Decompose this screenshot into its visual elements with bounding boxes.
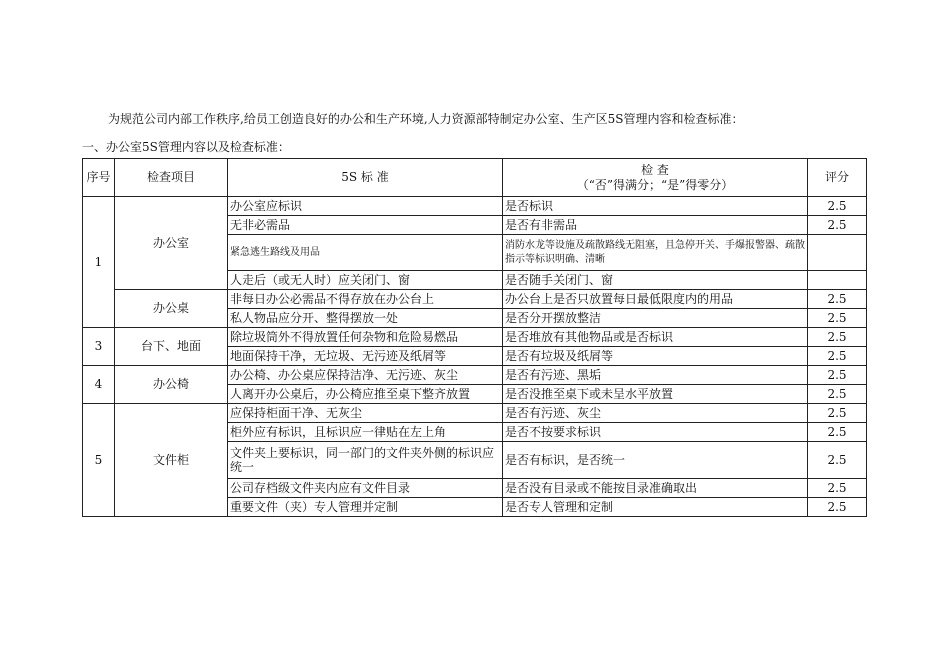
standard-cell: 重要文件（夹）专人管理并定制 — [228, 498, 503, 517]
check-cell: 办公台上是否只放置每日最低限度内的用品 — [503, 290, 808, 309]
standard-cell: 公司存档级文件夹内应有文件目录 — [228, 479, 503, 498]
check-cell: 是否有非需品 — [503, 216, 808, 235]
score-cell: 2.5 — [808, 290, 867, 309]
check-cell: 是否专人管理和定制 — [503, 498, 808, 517]
check-cell: 是否有垃圾及纸屑等 — [503, 347, 808, 366]
score-cell: 2.5 — [808, 385, 867, 404]
standard-cell: 应保持柜面干净、无灰尘 — [228, 404, 503, 423]
check-item: 办公椅 — [115, 366, 228, 404]
standard-cell: 无非必需品 — [228, 216, 503, 235]
row-number: 1 — [83, 197, 115, 328]
table-row — [83, 404, 867, 423]
check-item: 办公室 — [115, 197, 228, 290]
table-row — [83, 366, 867, 385]
score-cell — [808, 271, 867, 290]
check-cell: 是否标识 — [503, 197, 808, 216]
check-cell: 是否有污迹、灰尘 — [503, 404, 808, 423]
header-check — [503, 159, 808, 197]
header-check-note: （“否”得满分；“是”得零分） — [576, 177, 734, 192]
score-cell: 2.5 — [808, 347, 867, 366]
check-cell: 是否有标识，是否统一 — [503, 442, 808, 479]
score-cell: 2.5 — [808, 366, 867, 385]
standard-cell: 柜外应有标识，且标识应一律贴在左上角 — [228, 423, 503, 442]
score-cell: 2.5 — [808, 423, 867, 442]
check-cell: 是否没推至桌下或未呈水平放置 — [503, 385, 808, 404]
check-cell: 是否随手关闭门、窗 — [503, 271, 808, 290]
score-cell: 2.5 — [808, 442, 867, 479]
standard-cell: 办公室应标识 — [228, 197, 503, 216]
check-cell: 是否分开摆放整洁 — [503, 309, 808, 328]
check-item: 文件柜 — [115, 404, 228, 517]
row-number: 5 — [83, 404, 115, 517]
row-number: 3 — [83, 328, 115, 366]
table-row — [83, 197, 867, 216]
check-cell: 是否没有目录或不能按目录准确取出 — [503, 479, 808, 498]
standard-cell: 人离开办公桌后，办公椅应推至桌下整齐放置 — [228, 385, 503, 404]
standard-cell: 非每日办公必需品不得存放在办公台上 — [228, 290, 503, 309]
check-cell: 是否堆放有其他物品或是否标识 — [503, 328, 808, 347]
header-check-title: 检 查 — [641, 162, 669, 177]
standard-cell: 文件夹上要标识，同一部门的文件夹外侧的标识应统一 — [228, 442, 503, 479]
score-cell: 2.5 — [808, 328, 867, 347]
score-cell: 2.5 — [808, 216, 867, 235]
standard-cell: 紧急逃生路线及用品 — [228, 235, 503, 271]
table-row — [83, 328, 867, 347]
check-cell: 消防水龙等设施及疏散路线无阻塞，且急停开关、手爆报警器、疏散指示等标识明确、清晰 — [503, 235, 808, 271]
table-row — [83, 290, 867, 309]
score-cell: 2.5 — [808, 309, 867, 328]
section-title: 一、办公室5S管理内容以及检查标准： — [82, 140, 290, 154]
header-item: 检查项目 — [115, 159, 228, 197]
table-header-row — [83, 159, 867, 197]
header-no: 序号 — [83, 159, 115, 197]
intro-paragraph: 为规范公司内部工作秩序,给员工创造良好的办公和生产环境,人力资源部特制定办公室、生产区5S管理内容和检查标准： — [108, 112, 744, 126]
standard-cell: 私人物品应分开、整得摆放一处 — [228, 309, 503, 328]
score-cell: 2.5 — [808, 479, 867, 498]
standard-cell: 地面保持干净，无垃圾、无污迹及纸屑等 — [228, 347, 503, 366]
row-number: 4 — [83, 366, 115, 404]
score-cell: 2.5 — [808, 498, 867, 517]
check-item: 办公桌 — [115, 290, 228, 328]
score-cell: 2.5 — [808, 197, 867, 216]
check-item: 台下、地面 — [115, 328, 228, 366]
check-cell: 是否不按要求标识 — [503, 423, 808, 442]
standard-cell: 人走后（或无人时）应关闭门、窗 — [228, 271, 503, 290]
inspection-table — [82, 158, 867, 517]
score-cell: 2.5 — [808, 404, 867, 423]
check-cell: 是否有污迹、黑垢 — [503, 366, 808, 385]
standard-cell: 办公椅、办公桌应保持洁净、无污迹、灰尘 — [228, 366, 503, 385]
header-score: 评分 — [808, 159, 867, 197]
score-cell — [808, 235, 867, 271]
standard-cell: 除垃圾筒外不得放置任何杂物和危险易燃品 — [228, 328, 503, 347]
header-standard: 5S 标 准 — [228, 159, 503, 197]
